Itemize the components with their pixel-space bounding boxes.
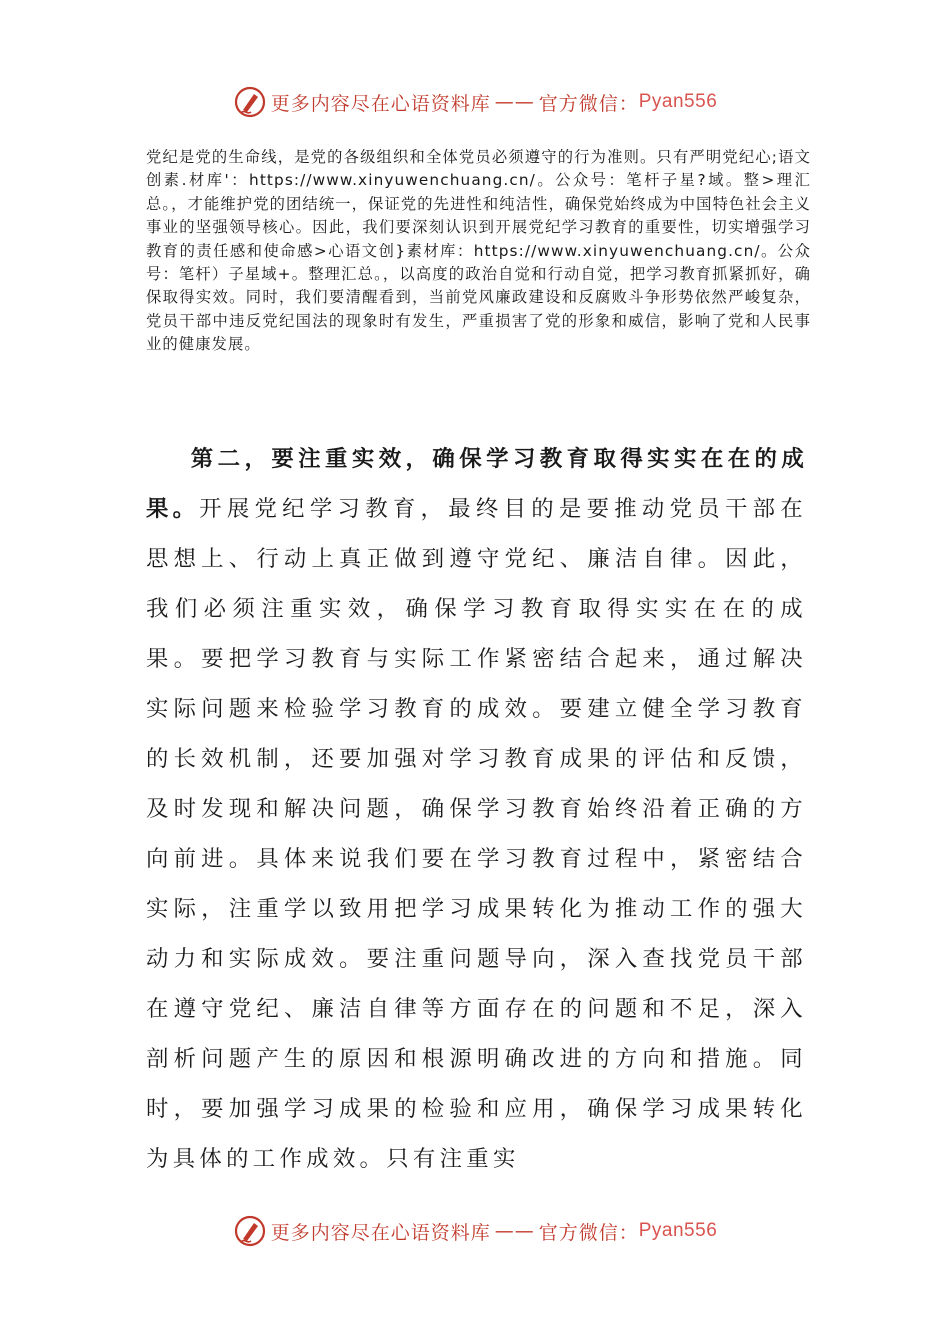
- header-banner: [0, 82, 950, 122]
- section-two-body: 开展党纪学习教育，最终目的是要推动党员干部在思想上、行动上真正做到遵守党纪、廉洁自律。因此，我们必须注重实效，确保学习教育取得实实在在的成果。要把学习教育与实际工作紧密结合起来，通过解决实际问题来检验学习教育的成效。要建立健全学习教育的长效机制，还要加强对学习教育成果的评估和反馈，及时发现和解决问题，确保学习教育始终沿着正确的方向前进。具体来说我们要在学习教育过程中，紧密结合实际，注重学以致用把学习成果转化为推动工作的强大动力和实际成效。要注重问题导向，深入查找党员干部在遵守党纪、廉洁自律等方面存在的问题和不足，深入剖析问题产生的原因和根源明确改进的方向和措施。同时，要加强学习成果的检验和应用，确保学习成果转化为具体的工作成效。只有注重实: [146, 496, 807, 1172]
- intro-paragraph: 党纪是党的生命线，是党的各级组织和全体党员必须遵守的行为准则。只有严明党纪心;语文创素.材库'：https://www.xinyuwenchuang.cn/。公众号：笔杆子星?域。整>理汇总。，才能维护党的团结统一，保证党的先进性和纯洁性，确保党始终成为中国特色社会主义事业的坚强领导核心。因此，我们要深刻认识到开展党纪学习教育的重要性，切实增强学习教育的责任感和使命感>心语文创}素材库：https://www.xinyuwenchuang.cn/。公众号：笔杆）子星域+。整理汇总。，以高度的政治自觉和行动自觉，把学习教育抓紧抓好，确保取得实效。同时，我们要清醒看到，当前党风廉政建设和反腐败斗争形势依然严峻复杂，党员干部中违反党纪国法的现象时有发生，严重损害了党的形象和威信，影响了党和人民事业的健康发展。: [146, 148, 811, 354]
- banner-separator: ——: [494, 1220, 535, 1242]
- banner-handle: Pyan556: [638, 1220, 718, 1241]
- banner-label: 官方微信：: [538, 92, 639, 115]
- pen-logo-icon: [233, 85, 267, 119]
- banner-separator: ——: [494, 91, 535, 113]
- section-two-heading: 第二，要注重实效，确保学习教育取得实实在在的成果。: [146, 446, 807, 522]
- banner-title: 更多内容尽在心语资料库: [270, 1221, 491, 1244]
- banner-handle: Pyan556: [638, 91, 718, 112]
- banner-title: 更多内容尽在心语资料库: [270, 92, 491, 115]
- pen-logo-icon: [233, 1214, 267, 1248]
- section-two-paragraph: [146, 434, 807, 1184]
- footer-banner: [0, 1211, 950, 1251]
- banner-label: 官方微信：: [538, 1221, 639, 1244]
